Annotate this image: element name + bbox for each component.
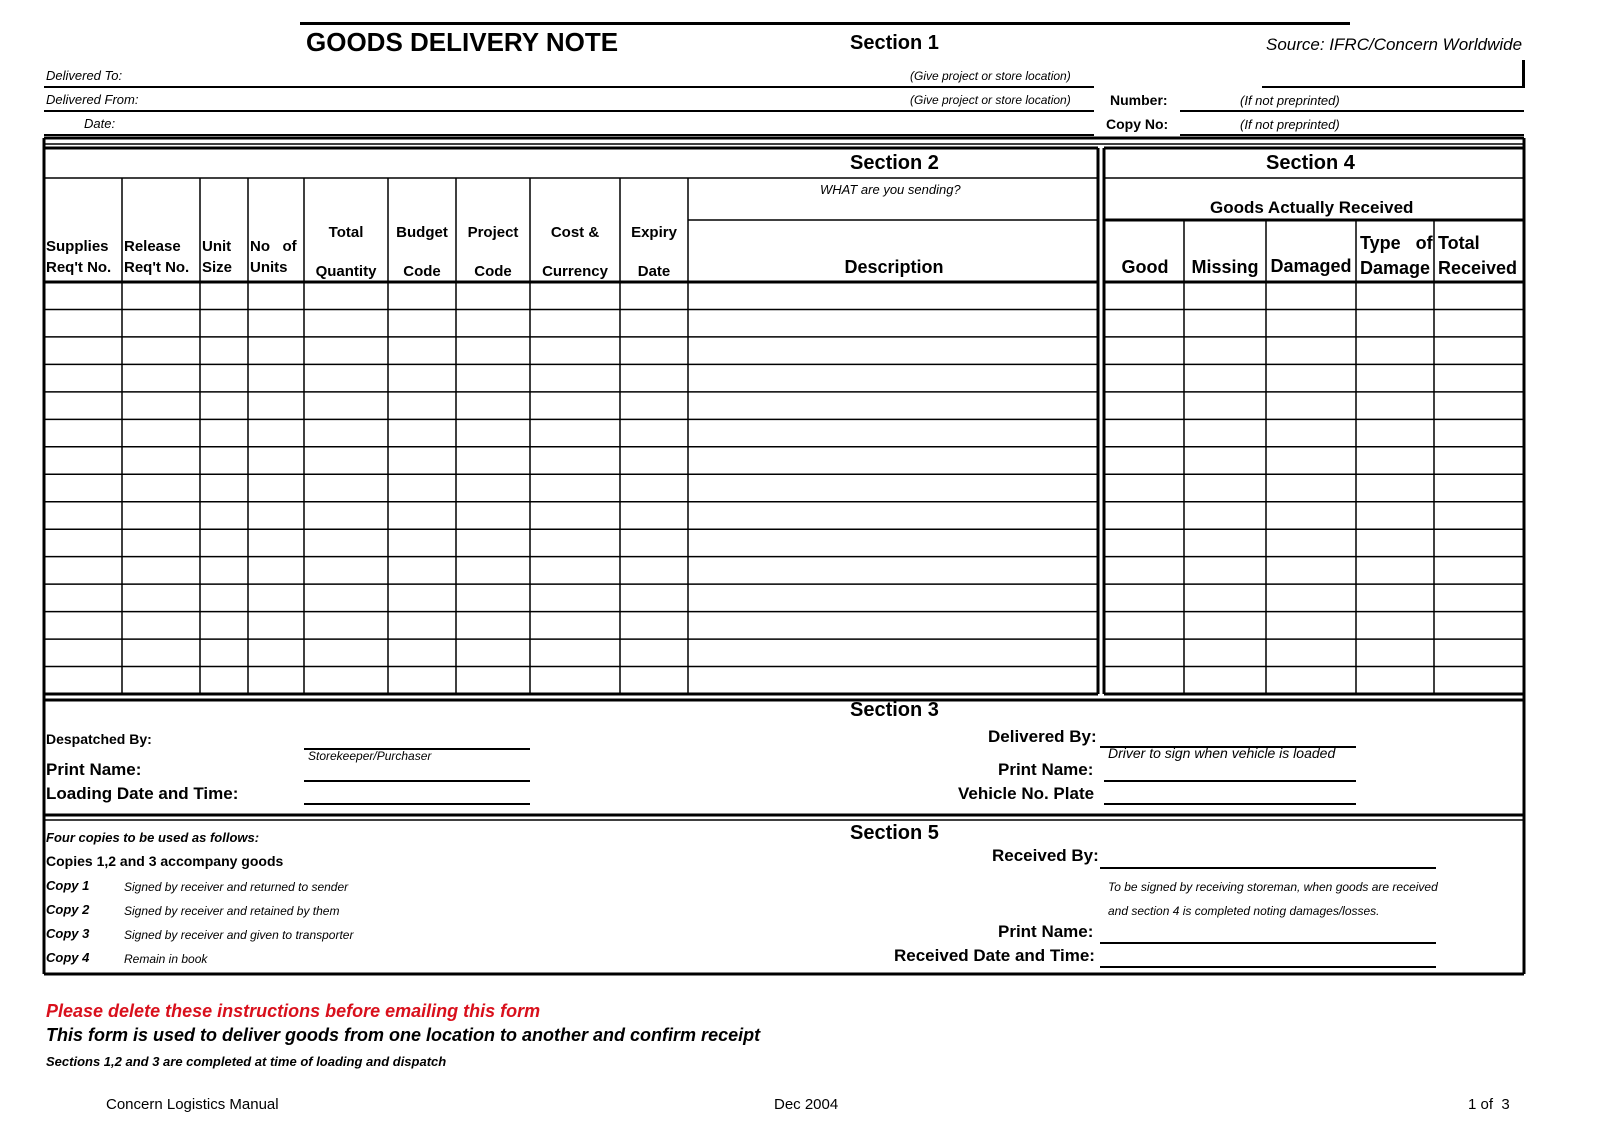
copy4-text: Remain in book bbox=[124, 952, 208, 966]
col-unit-size: Unit Size bbox=[202, 238, 233, 276]
copy3-text: Signed by receiver and given to transporter bbox=[124, 928, 354, 942]
col-missing: Missing bbox=[1191, 257, 1259, 277]
col-budget-code: Budget Code bbox=[396, 224, 448, 280]
footer-date: Dec 2004 bbox=[774, 1096, 839, 1113]
print-name-right-label: Print Name: bbox=[998, 760, 1094, 779]
col-cost-currency: Cost & Currency bbox=[542, 224, 608, 280]
sections-note: Sections 1,2 and 3 are completed at time of loading and dispatch bbox=[46, 1054, 447, 1069]
section2-title: Section 2 bbox=[850, 152, 939, 174]
delivered-to-label: Delivered To: bbox=[46, 68, 123, 83]
print-name-label: Print Name: bbox=[46, 760, 142, 779]
copies-accompany-note: Copies 1,2 and 3 accompany goods bbox=[46, 853, 284, 869]
received-print-name-line[interactable] bbox=[1100, 942, 1436, 944]
col-description: Description bbox=[844, 257, 944, 277]
col-project-code: Project Code bbox=[467, 224, 519, 280]
storekeeper-hint: Storekeeper/Purchaser bbox=[308, 749, 432, 763]
received-date-line[interactable] bbox=[1100, 966, 1436, 968]
copy-no-label: Copy No: bbox=[1106, 116, 1169, 132]
section3-title: Section 3 bbox=[850, 699, 939, 721]
delivered-from-label: Delivered From: bbox=[46, 92, 139, 107]
page-title: GOODS DELIVERY NOTE bbox=[306, 27, 619, 57]
copy2-label: Copy 2 bbox=[46, 902, 90, 917]
delivered-to-hint: (Give project or store location) bbox=[910, 69, 1071, 83]
number-label: Number: bbox=[1110, 92, 1168, 108]
copy1-text: Signed by receiver and returned to sender bbox=[124, 880, 349, 894]
section5-title: Section 5 bbox=[850, 822, 939, 844]
date-label: Date: bbox=[84, 116, 116, 131]
col-total-received: Total Received bbox=[1438, 233, 1518, 278]
received-date-label: Received Date and Time: bbox=[894, 946, 1095, 965]
received-by-label: Received By: bbox=[992, 846, 1099, 865]
section4-title: Section 4 bbox=[1266, 152, 1355, 174]
four-copies-note: Four copies to be used as follows: bbox=[46, 830, 260, 845]
storeman-hint-2: and section 4 is completed noting damages/losses. bbox=[1108, 904, 1380, 918]
col-type-of-damage: Type of Damage bbox=[1360, 233, 1433, 278]
section1-title: Section 1 bbox=[850, 32, 939, 54]
copy-no-hint: (If not preprinted) bbox=[1240, 117, 1340, 132]
footer-manual: Concern Logistics Manual bbox=[106, 1096, 279, 1113]
loading-date-line[interactable] bbox=[304, 803, 530, 805]
col-expiry-date: Expiry Date bbox=[631, 224, 677, 280]
col-damaged: Damaged bbox=[1270, 256, 1352, 276]
loading-date-label: Loading Date and Time: bbox=[46, 784, 239, 803]
section4-subtitle: Goods Actually Received bbox=[1210, 198, 1414, 217]
col-supplies-reqt: Supplies Req't No. bbox=[46, 238, 112, 276]
copy4-label: Copy 4 bbox=[46, 950, 90, 965]
print-name-line[interactable] bbox=[304, 780, 530, 782]
received-by-line[interactable] bbox=[1100, 867, 1436, 869]
col-no-of-units: No of Units bbox=[250, 238, 297, 276]
footer-page: 1 of 3 bbox=[1468, 1096, 1510, 1113]
delete-instructions-warning: Please delete these instructions before emailing this form bbox=[46, 1001, 541, 1021]
number-hint: (If not preprinted) bbox=[1240, 93, 1340, 108]
delivered-from-hint: (Give project or store location) bbox=[910, 93, 1071, 107]
vehicle-plate-label: Vehicle No. Plate bbox=[958, 784, 1095, 803]
driver-hint: Driver to sign when vehicle is loaded bbox=[1108, 745, 1336, 761]
copy3-label: Copy 3 bbox=[46, 926, 90, 941]
col-release-reqt: Release Req't No. bbox=[124, 238, 190, 276]
copy2-text: Signed by receiver and retained by them bbox=[124, 904, 340, 918]
print-name-right-line[interactable] bbox=[1104, 780, 1356, 782]
delivered-by-label: Delivered By: bbox=[988, 727, 1097, 746]
form-purpose-note: This form is used to deliver goods from one location to another and confirm receipt bbox=[46, 1025, 761, 1045]
section2-subtitle: WHAT are you sending? bbox=[820, 182, 961, 197]
received-print-name-label: Print Name: bbox=[998, 922, 1094, 941]
despatched-by-label: Despatched By: bbox=[46, 731, 152, 747]
storeman-hint-1: To be signed by receiving storeman, when goods are received bbox=[1108, 880, 1438, 894]
copy1-label: Copy 1 bbox=[46, 878, 90, 893]
col-total-quantity: Total Quantity bbox=[315, 224, 377, 280]
col-good: Good bbox=[1121, 257, 1169, 277]
vehicle-plate-line[interactable] bbox=[1104, 803, 1356, 805]
source-note: Source: IFRC/Concern Worldwide bbox=[1266, 35, 1523, 54]
